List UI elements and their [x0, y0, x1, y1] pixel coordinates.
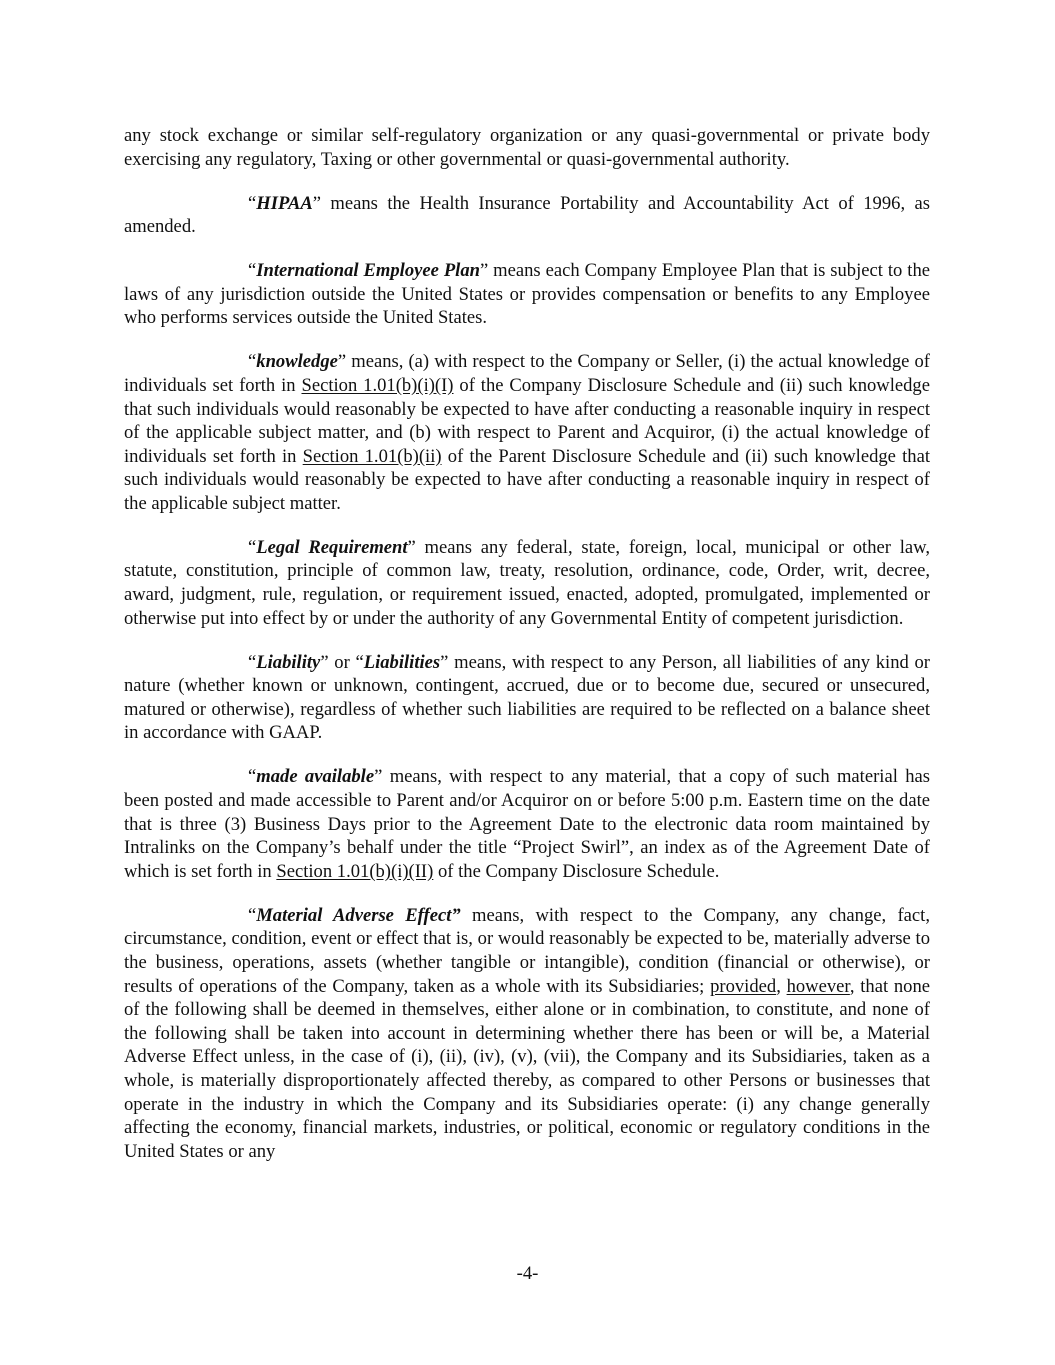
definition-text: ” means, with respect to any Person, all liabilities of any kind or nature (whether known or unknown, contingent, accrued, due or to become due, secured or unsecured, matured or otherwise), regardless of whether such liabilities are required to be reflected on a balance sheet in accordance with GAAP. — [124, 651, 930, 744]
definition-text: of the Company Disclosure Schedule and (ii) such knowledge that such individuals would reasonably be expected to have after conducting a reasonable inquiry in respect of the applicable subject matter, and (b) with respect to Parent and Acquiror, (i) the actual knowledge of individuals set forth in — [124, 374, 930, 467]
definition-made-available — [124, 765, 930, 883]
defined-term: Liability — [256, 651, 321, 673]
section-reference: Section 1.01(b)(i)(I) — [301, 374, 454, 396]
underlined-word: however — [786, 975, 850, 997]
defined-term: Legal Requirement — [256, 536, 408, 558]
open-quote: “ — [248, 536, 257, 558]
open-quote: “ — [248, 351, 257, 373]
paragraph-text: any stock exchange or similar self-regulatory organization or any quasi-governmental or private body exercising any regulatory, Taxing or other governmental or quasi-governmental authority. — [124, 125, 930, 170]
open-quote: “ — [248, 651, 257, 673]
definition-material-adverse-effect — [124, 904, 930, 1164]
definition-text: ” means, with respect to any material, that a copy of such material has been posted and made accessible to Parent and/or Acquiror on or before 5:00 p.m. Eastern time on the date that is three (3) Business Days prior to the Agreement Date to the electronic data room maintained by Intralinks on the Company’s behalf under the title “Project Swirl”, an index as of the Agreement Date of which is set forth in — [124, 766, 930, 882]
underlined-word: provided — [710, 975, 777, 997]
open-quote: “ — [248, 904, 257, 926]
definition-liability — [124, 651, 930, 745]
definition-text: ” means, (a) with respect to the Company or Seller, (i) the actual knowledge of individuals set forth in — [124, 351, 930, 396]
open-quote: “ — [248, 260, 257, 282]
defined-term: knowledge — [256, 351, 338, 373]
defined-term: HIPAA — [256, 192, 313, 214]
open-quote: “ — [248, 192, 257, 214]
defined-term: International Employee Plan — [256, 260, 480, 282]
definition-text: ” means the Health Insurance Portability and Accountability Act of 1996, as amended. — [124, 192, 930, 238]
paragraph-continuation — [124, 124, 930, 171]
separator: , — [776, 975, 787, 997]
definition-text: ” means any federal, state, foreign, local, municipal or other law, statute, constitution, principle of common law, treaty, resolution, ordinance, code, Order, writ, decree, award, judgment, rule, regulation, or requirement issued, enacted, adopted, promulgated, implemented or otherwise put into effect by or under the authority of any Governmental Entity of competent jurisdiction. — [124, 536, 930, 629]
definition-text: ” means each Company Employee Plan that is subject to the laws of any jurisdiction outside the United States or provides compensation or benefits to any Employee who performs services outside the United States. — [124, 260, 930, 329]
section-reference: Section 1.01(b)(i)(II) — [276, 860, 434, 882]
defined-term: Material Adverse Effect” — [256, 904, 461, 926]
term-separator: ” or “ — [320, 651, 364, 673]
definition-text: of the Company Disclosure Schedule. — [433, 860, 720, 882]
document-page — [124, 124, 930, 1163]
defined-term: made available — [256, 766, 375, 788]
definition-knowledge — [124, 350, 930, 515]
definition-text: , that none of the following shall be deemed in themselves, either alone or in combination, to constitute, and none of the following shall be taken into account in determining whether there has been or will be, a Material Adverse Effect unless, in the case of (i), (ii), (iv), (v), (vii), the Company and its Subsidiaries, taken as a whole, is materially disproportionately affected thereby, as compared to other Persons or businesses that operate in the industry in which the Company and its Subsidiaries operate: (i) any change generally affecting the economy, financial markets, industries, or political, economic or regulatory conditions in the United States or any — [124, 975, 930, 1162]
definition-hipaa — [124, 192, 930, 239]
definition-international-employee-plan — [124, 259, 930, 330]
definition-text: means, with respect to the Company, any change, fact, circumstance, condition, event or effect that is, or would reasonably be expected to be, materially adverse to the business, operations, assets (whether tangible or intangible), condition (financial or otherwise), or results of operations of the Company, taken as a whole with its Subsidiaries; — [124, 904, 930, 997]
defined-term: Liabilities — [363, 651, 441, 673]
page-number: -4- — [516, 1263, 539, 1284]
definition-text: of the Parent Disclosure Schedule and (ii) such knowledge that such individuals would reasonably be expected to have after conducting a reasonable inquiry in respect of the applicable subject matter. — [124, 445, 930, 514]
open-quote: “ — [248, 766, 257, 788]
section-reference: Section 1.01(b)(ii) — [302, 445, 442, 467]
definition-legal-requirement — [124, 536, 930, 630]
